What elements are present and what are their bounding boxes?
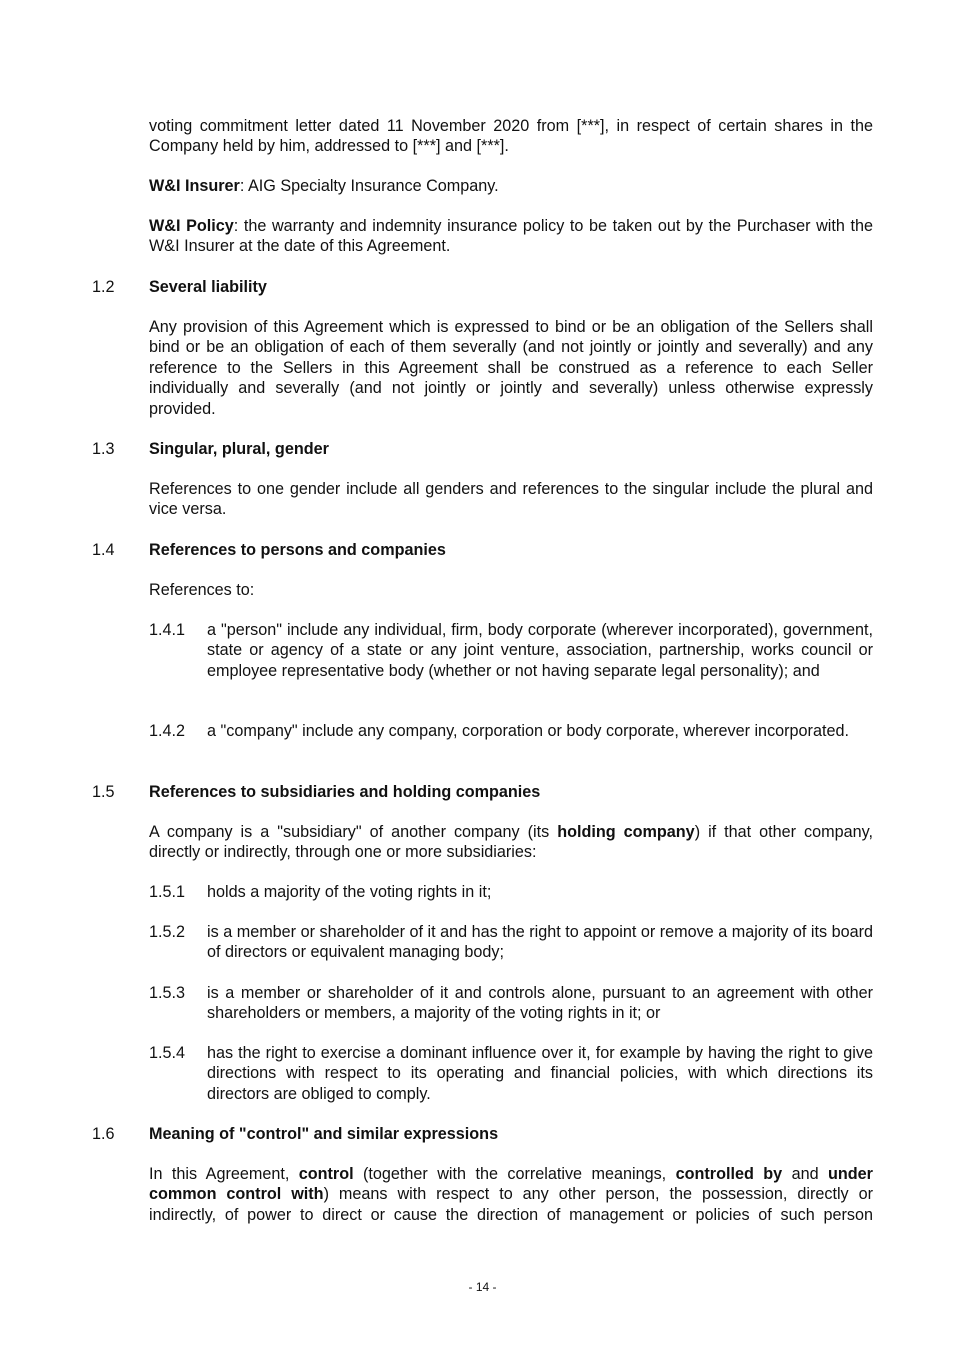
list-item	[149, 922, 873, 963]
body-text: A company is a "subsidiary" of another company (its	[149, 823, 558, 841]
definition-text: : AIG Specialty Insurance Company.	[239, 177, 499, 195]
definition-wi-policy	[149, 216, 873, 257]
list-item	[149, 721, 873, 741]
section-body-text: References to one gender include all genders and references to the singular include the plural and vice versa.	[149, 480, 873, 519]
section-body-text: References to:	[149, 581, 255, 599]
defined-term: holding company	[557, 823, 695, 841]
list-item-number: 1.4.2	[149, 722, 186, 740]
section-body	[149, 317, 873, 419]
list-item-text: is a member or shareholder of it and has the right to appoint or remove a majority of its board of directors or equivalent managing body;	[207, 923, 873, 962]
list-item-text: a "person" include any individual, firm, body corporate (wherever incorporated), government, state or agency of a state or any joint venture, association, partnership, works council or employee representative body (whether or not having separate legal personality); and	[207, 621, 873, 680]
page-number: - 14 -	[468, 1280, 497, 1294]
body-text: (together with the correlative meanings,	[353, 1165, 676, 1183]
section-number: 1.2	[92, 278, 115, 296]
list-item-number: 1.5.3	[149, 984, 186, 1002]
body-text: and	[782, 1165, 829, 1183]
definition-term: W&I Insurer	[149, 177, 240, 195]
list-item	[149, 620, 873, 681]
section-number: 1.3	[92, 440, 115, 458]
section-number: 1.5	[92, 783, 115, 801]
defined-term: under common control with	[149, 1165, 873, 1204]
list-item-number: 1.5.4	[149, 1044, 186, 1062]
defined-term: control	[298, 1165, 354, 1183]
section-heading-singular-plural-gender: Singular, plural, gender	[149, 440, 329, 458]
list-item-text: has the right to exercise a dominant influence over it, for example by having the right to give directions with respect to its operating and financial policies, with which directions its directors are obliged to comply.	[207, 1044, 873, 1103]
continuation-paragraph	[149, 116, 873, 157]
continuation-text: voting commitment letter dated 11 November 2020 from [***], in respect of certain shares in the Company held by him, addressed to [***] and [***].	[149, 117, 873, 156]
section-body	[149, 1164, 873, 1225]
list-item-number: 1.5.1	[149, 883, 186, 901]
definition-term: W&I Policy	[149, 217, 234, 235]
list-item-text: is a member or shareholder of it and controls alone, pursuant to an agreement with other shareholders or members, a majority of the voting rights in it; or	[207, 984, 873, 1023]
section-heading-several-liability: Several liability	[149, 278, 267, 296]
list-item-text: a "company" include any company, corporation or body corporate, wherever incorporated.	[207, 722, 849, 740]
section-number: 1.6	[92, 1125, 115, 1143]
body-text: ) means with respect to any other person, the possession, directly or indirectly, of power to direct or cause the direction of management or policies of such person	[149, 1185, 873, 1224]
section-heading-meaning-of-control: Meaning of "control" and similar expressions	[149, 1125, 499, 1143]
section-body	[149, 479, 873, 520]
definition-text: : the warranty and indemnity insurance policy to be taken out by the Purchaser with the W&I Insurer at the date of this Agreement.	[149, 217, 873, 256]
section-body	[149, 580, 873, 600]
defined-term: controlled by	[675, 1165, 783, 1183]
list-item-number: 1.4.1	[149, 621, 186, 639]
section-body	[149, 822, 873, 863]
list-item-number: 1.5.2	[149, 923, 186, 941]
section-body-text: Any provision of this Agreement which is expressed to bind or be an obligation of the Sellers shall bind or be an obligation of each of them severally (and not jointly or jointly and severally) and any reference to the Sellers in this Agreement shall be construed as a reference to each Seller individually and severally (and not jointly or jointly and severally) unless otherwise expressly provided.	[149, 318, 873, 418]
section-number: 1.4	[92, 541, 115, 559]
section-heading-persons-companies: References to persons and companies	[149, 541, 446, 559]
list-item-text: holds a majority of the voting rights in it;	[207, 883, 492, 901]
definition-wi-insurer	[149, 176, 873, 196]
list-item	[149, 882, 873, 902]
section-heading-subsidiaries: References to subsidiaries and holding companies	[149, 783, 541, 801]
list-item	[149, 983, 873, 1024]
list-item	[149, 1043, 873, 1104]
body-text: ) if that other company, directly or indirectly, through one or more subsidiaries:	[149, 823, 873, 862]
body-text: In this Agreement,	[149, 1165, 299, 1183]
